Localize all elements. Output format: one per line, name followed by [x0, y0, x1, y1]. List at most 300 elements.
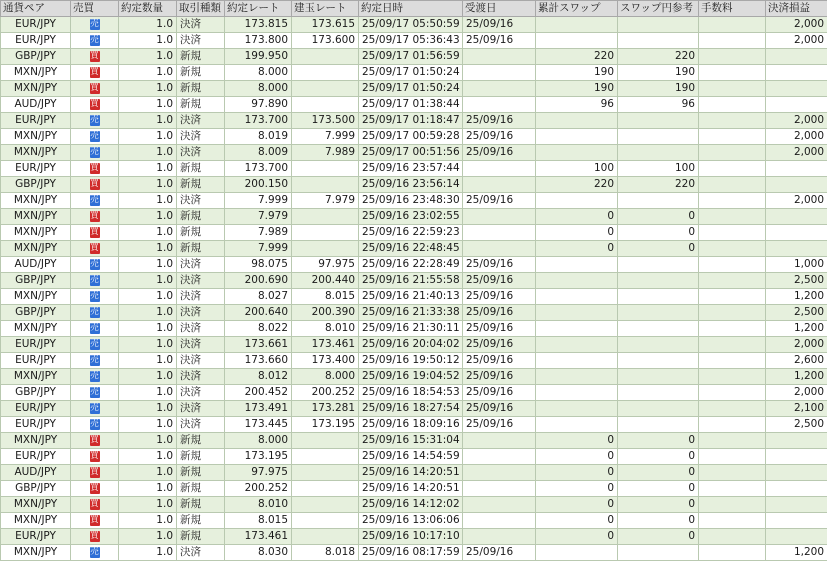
cell-datetime: 25/09/16 22:48:45	[359, 241, 463, 257]
cell-delivery: 25/09/16	[463, 145, 536, 161]
cell-datetime: 25/09/16 21:40:13	[359, 289, 463, 305]
cell-type: 新規	[177, 65, 225, 81]
table-row[interactable]	[1, 449, 827, 465]
cell-delivery: 25/09/16	[463, 289, 536, 305]
cell-swap-ref: 0	[618, 529, 699, 545]
cell-pair: GBP/JPY	[1, 177, 71, 193]
cell-pl: 1,200	[766, 545, 827, 561]
table-row[interactable]	[1, 289, 827, 305]
cell-datetime: 25/09/16 08:17:59	[359, 545, 463, 561]
cell-delivery: 25/09/16	[463, 17, 536, 33]
cell-pl	[766, 513, 827, 529]
cell-swap-ref	[618, 545, 699, 561]
sell-badge: 売	[90, 322, 99, 333]
cell-qty: 1.0	[119, 65, 177, 81]
cell-delivery	[463, 209, 536, 225]
header-rate[interactable]: 約定レート	[225, 1, 292, 17]
cell-type: 決済	[177, 305, 225, 321]
cell-swap-ref	[618, 369, 699, 385]
cell-swap	[536, 289, 618, 305]
cell-open-rate	[292, 225, 359, 241]
cell-fee	[699, 497, 766, 513]
table-row[interactable]	[1, 305, 827, 321]
table-row[interactable]	[1, 401, 827, 417]
table-row[interactable]	[1, 193, 827, 209]
cell-rate: 8.030	[225, 545, 292, 561]
buy-badge: 買	[90, 482, 99, 493]
cell-open-rate: 8.018	[292, 545, 359, 561]
cell-swap-ref	[618, 385, 699, 401]
cell-swap-ref: 190	[618, 65, 699, 81]
table-row[interactable]	[1, 337, 827, 353]
table-row[interactable]	[1, 209, 827, 225]
cell-open-rate: 7.979	[292, 193, 359, 209]
table-row[interactable]	[1, 241, 827, 257]
cell-pl: 1,200	[766, 321, 827, 337]
cell-swap-ref	[618, 289, 699, 305]
cell-qty: 1.0	[119, 145, 177, 161]
cell-pl: 2,000	[766, 33, 827, 49]
buy-badge: 買	[90, 210, 99, 221]
cell-swap: 0	[536, 209, 618, 225]
cell-side	[71, 225, 119, 241]
cell-datetime: 25/09/17 05:50:59	[359, 17, 463, 33]
cell-pair: EUR/JPY	[1, 113, 71, 129]
cell-fee	[699, 353, 766, 369]
cell-type: 決済	[177, 17, 225, 33]
cell-side	[71, 17, 119, 33]
table-row[interactable]	[1, 433, 827, 449]
cell-open-rate: 173.600	[292, 33, 359, 49]
cell-side	[71, 97, 119, 113]
cell-datetime: 25/09/16 14:20:51	[359, 481, 463, 497]
cell-delivery	[463, 481, 536, 497]
cell-delivery: 25/09/16	[463, 385, 536, 401]
table-row[interactable]	[1, 113, 827, 129]
table-body	[1, 17, 827, 561]
cell-fee	[699, 385, 766, 401]
table-row[interactable]	[1, 497, 827, 513]
cell-type: 決済	[177, 321, 225, 337]
cell-fee	[699, 65, 766, 81]
header-pair[interactable]: 通貨ペア	[1, 1, 71, 17]
cell-qty: 1.0	[119, 417, 177, 433]
cell-type: 新規	[177, 241, 225, 257]
cell-datetime: 25/09/16 10:17:10	[359, 529, 463, 545]
table-row[interactable]	[1, 257, 827, 273]
cell-fee	[699, 257, 766, 273]
buy-badge: 買	[90, 66, 99, 77]
cell-type: 新規	[177, 497, 225, 513]
cell-pl: 2,000	[766, 385, 827, 401]
cell-open-rate: 173.400	[292, 353, 359, 369]
cell-datetime: 25/09/16 19:04:52	[359, 369, 463, 385]
cell-side	[71, 481, 119, 497]
cell-delivery	[463, 241, 536, 257]
cell-datetime: 25/09/16 21:55:58	[359, 273, 463, 289]
cell-fee	[699, 129, 766, 145]
cell-fee	[699, 289, 766, 305]
cell-qty: 1.0	[119, 545, 177, 561]
buy-badge: 買	[90, 466, 99, 477]
header-pl[interactable]: 決済損益	[766, 1, 827, 17]
cell-pair: MXN/JPY	[1, 241, 71, 257]
cell-qty: 1.0	[119, 513, 177, 529]
cell-pl	[766, 177, 827, 193]
cell-fee	[699, 417, 766, 433]
cell-swap-ref: 0	[618, 481, 699, 497]
cell-type: 決済	[177, 369, 225, 385]
cell-swap-ref: 100	[618, 161, 699, 177]
cell-datetime: 25/09/16 18:09:16	[359, 417, 463, 433]
cell-qty: 1.0	[119, 449, 177, 465]
table-row[interactable]	[1, 177, 827, 193]
cell-delivery	[463, 449, 536, 465]
cell-type: 新規	[177, 209, 225, 225]
cell-pair: MXN/JPY	[1, 129, 71, 145]
cell-datetime: 25/09/16 23:56:14	[359, 177, 463, 193]
table-row[interactable]	[1, 65, 827, 81]
cell-open-rate: 173.281	[292, 401, 359, 417]
cell-qty: 1.0	[119, 433, 177, 449]
cell-delivery: 25/09/16	[463, 337, 536, 353]
buy-badge: 買	[90, 178, 99, 189]
cell-pair: EUR/JPY	[1, 33, 71, 49]
cell-swap: 190	[536, 81, 618, 97]
cell-open-rate: 8.015	[292, 289, 359, 305]
cell-pl	[766, 433, 827, 449]
cell-open-rate: 200.252	[292, 385, 359, 401]
cell-side	[71, 449, 119, 465]
table-row[interactable]	[1, 129, 827, 145]
cell-pair: MXN/JPY	[1, 289, 71, 305]
cell-open-rate	[292, 449, 359, 465]
cell-datetime: 25/09/16 21:33:38	[359, 305, 463, 321]
cell-type: 新規	[177, 97, 225, 113]
header-datetime[interactable]: 約定日時	[359, 1, 463, 17]
cell-qty: 1.0	[119, 273, 177, 289]
buy-badge: 買	[90, 498, 99, 509]
cell-type: 新規	[177, 529, 225, 545]
cell-qty: 1.0	[119, 401, 177, 417]
cell-pair: GBP/JPY	[1, 305, 71, 321]
sell-badge: 売	[90, 258, 99, 269]
cell-fee	[699, 401, 766, 417]
cell-swap-ref: 0	[618, 433, 699, 449]
cell-swap-ref	[618, 129, 699, 145]
cell-swap	[536, 17, 618, 33]
cell-pl: 2,000	[766, 113, 827, 129]
cell-pair: EUR/JPY	[1, 529, 71, 545]
cell-delivery	[463, 513, 536, 529]
cell-delivery: 25/09/16	[463, 113, 536, 129]
sell-badge: 売	[90, 114, 99, 125]
cell-pl: 2,000	[766, 129, 827, 145]
cell-swap	[536, 305, 618, 321]
cell-delivery: 25/09/16	[463, 33, 536, 49]
cell-qty: 1.0	[119, 305, 177, 321]
cell-swap	[536, 321, 618, 337]
cell-fee	[699, 337, 766, 353]
cell-delivery: 25/09/16	[463, 305, 536, 321]
table-row[interactable]	[1, 33, 827, 49]
cell-datetime: 25/09/17 01:50:24	[359, 81, 463, 97]
sell-badge: 売	[90, 130, 99, 141]
cell-delivery: 25/09/16	[463, 129, 536, 145]
cell-datetime: 25/09/16 18:27:54	[359, 401, 463, 417]
cell-pair: MXN/JPY	[1, 369, 71, 385]
cell-swap-ref: 0	[618, 513, 699, 529]
cell-swap-ref	[618, 337, 699, 353]
cell-open-rate	[292, 65, 359, 81]
header-type[interactable]: 取引種類	[177, 1, 225, 17]
cell-delivery	[463, 49, 536, 65]
sell-badge: 売	[90, 146, 99, 157]
header-swap-ref[interactable]: スワップ円参考	[618, 1, 699, 17]
table-row[interactable]	[1, 417, 827, 433]
cell-datetime: 25/09/16 22:28:49	[359, 257, 463, 273]
sell-badge: 売	[90, 354, 99, 365]
cell-datetime: 25/09/16 18:54:53	[359, 385, 463, 401]
table-row[interactable]	[1, 49, 827, 65]
cell-qty: 1.0	[119, 81, 177, 97]
cell-open-rate: 173.615	[292, 17, 359, 33]
cell-pair: GBP/JPY	[1, 273, 71, 289]
cell-side	[71, 497, 119, 513]
cell-fee	[699, 209, 766, 225]
cell-rate: 173.491	[225, 401, 292, 417]
cell-rate: 173.800	[225, 33, 292, 49]
table-row[interactable]	[1, 321, 827, 337]
cell-datetime: 25/09/17 01:18:47	[359, 113, 463, 129]
cell-side	[71, 337, 119, 353]
cell-pl: 2,600	[766, 353, 827, 369]
cell-rate: 173.445	[225, 417, 292, 433]
cell-datetime: 25/09/17 01:50:24	[359, 65, 463, 81]
cell-datetime: 25/09/17 01:56:59	[359, 49, 463, 65]
sell-badge: 売	[90, 370, 99, 381]
cell-side	[71, 161, 119, 177]
cell-qty: 1.0	[119, 241, 177, 257]
header-fee[interactable]: 手数料	[699, 1, 766, 17]
cell-pair: MXN/JPY	[1, 225, 71, 241]
cell-delivery	[463, 225, 536, 241]
cell-fee	[699, 145, 766, 161]
table-row[interactable]	[1, 369, 827, 385]
cell-swap-ref	[618, 17, 699, 33]
cell-datetime: 25/09/17 00:59:28	[359, 129, 463, 145]
sell-badge: 売	[90, 34, 99, 45]
cell-swap	[536, 193, 618, 209]
cell-type: 決済	[177, 545, 225, 561]
cell-datetime: 25/09/16 21:30:11	[359, 321, 463, 337]
cell-rate: 7.979	[225, 209, 292, 225]
cell-swap-ref	[618, 353, 699, 369]
cell-swap: 0	[536, 529, 618, 545]
cell-delivery: 25/09/16	[463, 273, 536, 289]
cell-swap: 0	[536, 465, 618, 481]
cell-type: 決済	[177, 417, 225, 433]
cell-pl: 2,000	[766, 337, 827, 353]
cell-delivery: 25/09/16	[463, 257, 536, 273]
sell-badge: 売	[90, 306, 99, 317]
cell-rate: 173.660	[225, 353, 292, 369]
cell-pl	[766, 529, 827, 545]
sell-badge: 売	[90, 194, 99, 205]
cell-rate: 8.000	[225, 65, 292, 81]
table-row[interactable]	[1, 545, 827, 561]
cell-swap	[536, 129, 618, 145]
table-row[interactable]	[1, 17, 827, 33]
cell-pl: 2,000	[766, 17, 827, 33]
table-row[interactable]	[1, 385, 827, 401]
table-row[interactable]	[1, 145, 827, 161]
cell-rate: 7.999	[225, 241, 292, 257]
cell-qty: 1.0	[119, 17, 177, 33]
cell-fee	[699, 193, 766, 209]
cell-fee	[699, 17, 766, 33]
sell-badge: 売	[90, 386, 99, 397]
cell-side	[71, 385, 119, 401]
cell-open-rate	[292, 177, 359, 193]
cell-swap: 0	[536, 225, 618, 241]
cell-type: 決済	[177, 273, 225, 289]
cell-open-rate	[292, 209, 359, 225]
cell-side	[71, 209, 119, 225]
cell-swap-ref	[618, 145, 699, 161]
cell-open-rate: 97.975	[292, 257, 359, 273]
cell-open-rate	[292, 481, 359, 497]
cell-swap: 0	[536, 497, 618, 513]
cell-rate: 200.640	[225, 305, 292, 321]
cell-delivery	[463, 497, 536, 513]
cell-side	[71, 145, 119, 161]
table-row[interactable]	[1, 529, 827, 545]
table-row[interactable]	[1, 225, 827, 241]
cell-rate: 8.010	[225, 497, 292, 513]
buy-badge: 買	[90, 226, 99, 237]
cell-swap: 0	[536, 513, 618, 529]
cell-pl	[766, 241, 827, 257]
cell-datetime: 25/09/16 23:57:44	[359, 161, 463, 177]
cell-qty: 1.0	[119, 529, 177, 545]
cell-qty: 1.0	[119, 49, 177, 65]
cell-rate: 173.815	[225, 17, 292, 33]
cell-rate: 173.195	[225, 449, 292, 465]
cell-type: 決済	[177, 385, 225, 401]
cell-side	[71, 353, 119, 369]
buy-badge: 買	[90, 434, 99, 445]
table-row[interactable]	[1, 465, 827, 481]
cell-qty: 1.0	[119, 193, 177, 209]
cell-swap: 0	[536, 241, 618, 257]
header-delivery[interactable]: 受渡日	[463, 1, 536, 17]
cell-pair: EUR/JPY	[1, 401, 71, 417]
cell-swap: 0	[536, 433, 618, 449]
cell-pl: 1,200	[766, 289, 827, 305]
cell-fee	[699, 305, 766, 321]
cell-qty: 1.0	[119, 353, 177, 369]
cell-open-rate	[292, 497, 359, 513]
table-row[interactable]	[1, 513, 827, 529]
cell-open-rate: 8.010	[292, 321, 359, 337]
cell-rate: 199.950	[225, 49, 292, 65]
cell-type: 決済	[177, 353, 225, 369]
cell-datetime: 25/09/16 14:12:02	[359, 497, 463, 513]
buy-badge: 買	[90, 82, 99, 93]
table-row[interactable]	[1, 353, 827, 369]
cell-delivery	[463, 529, 536, 545]
cell-pair: AUD/JPY	[1, 465, 71, 481]
cell-qty: 1.0	[119, 497, 177, 513]
cell-delivery: 25/09/16	[463, 369, 536, 385]
table-row[interactable]	[1, 81, 827, 97]
cell-swap-ref: 220	[618, 177, 699, 193]
cell-qty: 1.0	[119, 129, 177, 145]
table-row[interactable]	[1, 97, 827, 113]
cell-delivery: 25/09/16	[463, 545, 536, 561]
cell-side	[71, 513, 119, 529]
cell-fee	[699, 113, 766, 129]
cell-pair: MXN/JPY	[1, 433, 71, 449]
buy-badge: 買	[90, 98, 99, 109]
cell-pl: 1,000	[766, 257, 827, 273]
header-swap[interactable]: 累計スワップ	[536, 1, 618, 17]
cell-open-rate: 7.989	[292, 145, 359, 161]
header-open-rate[interactable]: 建玉レート	[292, 1, 359, 17]
header-qty[interactable]: 約定数量	[119, 1, 177, 17]
table-row[interactable]	[1, 161, 827, 177]
cell-datetime: 25/09/16 15:31:04	[359, 433, 463, 449]
sell-badge: 売	[90, 546, 99, 557]
cell-side	[71, 65, 119, 81]
cell-side	[71, 273, 119, 289]
cell-pair: MXN/JPY	[1, 65, 71, 81]
cell-pair: EUR/JPY	[1, 161, 71, 177]
cell-pl	[766, 97, 827, 113]
buy-badge: 買	[90, 242, 99, 253]
cell-pair: EUR/JPY	[1, 17, 71, 33]
cell-type: 決済	[177, 113, 225, 129]
cell-side	[71, 33, 119, 49]
cell-pl	[766, 449, 827, 465]
cell-type: 新規	[177, 49, 225, 65]
table-row[interactable]	[1, 481, 827, 497]
table-row[interactable]	[1, 273, 827, 289]
cell-rate: 97.890	[225, 97, 292, 113]
cell-type: 決済	[177, 129, 225, 145]
header-side[interactable]: 売買	[71, 1, 119, 17]
cell-side	[71, 49, 119, 65]
cell-pair: MXN/JPY	[1, 513, 71, 529]
cell-swap-ref	[618, 321, 699, 337]
cell-datetime: 25/09/16 14:20:51	[359, 465, 463, 481]
cell-open-rate: 173.195	[292, 417, 359, 433]
cell-fee	[699, 465, 766, 481]
cell-rate: 200.150	[225, 177, 292, 193]
cell-type: 新規	[177, 449, 225, 465]
cell-pair: EUR/JPY	[1, 417, 71, 433]
cell-rate: 8.000	[225, 81, 292, 97]
cell-delivery	[463, 81, 536, 97]
cell-datetime: 25/09/16 23:02:55	[359, 209, 463, 225]
sell-badge: 売	[90, 418, 99, 429]
cell-rate: 173.700	[225, 113, 292, 129]
cell-pair: MXN/JPY	[1, 193, 71, 209]
cell-rate: 173.661	[225, 337, 292, 353]
cell-rate: 173.700	[225, 161, 292, 177]
cell-datetime: 25/09/16 20:04:02	[359, 337, 463, 353]
